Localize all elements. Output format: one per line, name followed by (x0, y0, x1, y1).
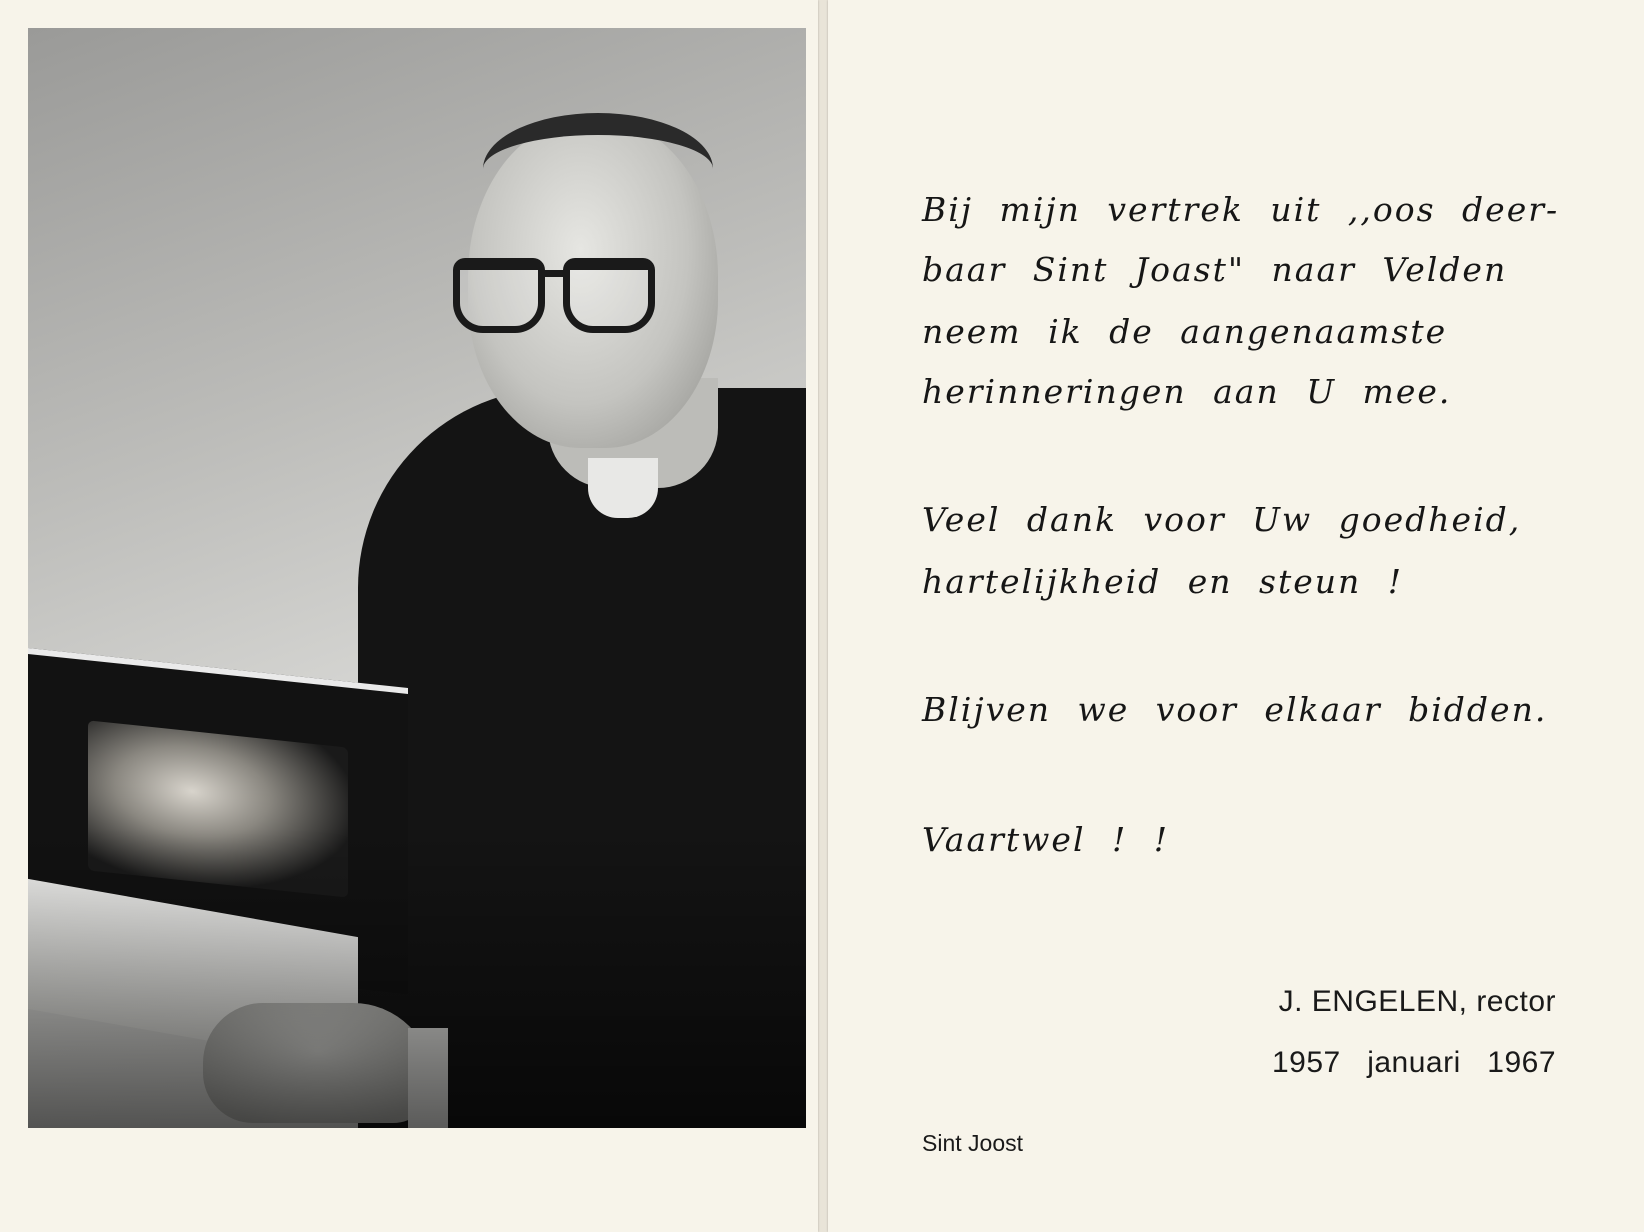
message-line: hartelijkheid en steun ! (922, 562, 1404, 601)
signature-dates: 1957 januari 1967 (1271, 1046, 1556, 1079)
message-line: Veel dank voor Uw goedheid, (922, 500, 1522, 539)
message-line: neem ik de aangenaamste (922, 312, 1448, 351)
clerical-collar (588, 458, 658, 518)
message-line: Vaartwel ! ! (922, 820, 1170, 859)
signature-name: J. ENGELEN, rector (1278, 985, 1556, 1018)
glasses-icon (453, 258, 653, 328)
message-line: Blijven we voor elkaar bidden. (922, 690, 1548, 729)
message-line: Bij mijn vertrek uit ,,oos deer- (922, 190, 1560, 229)
portrait-photo (28, 28, 806, 1128)
photo-shadow (28, 828, 806, 1128)
message-line: herinneringen aan U mee. (922, 372, 1452, 411)
message-line: baar Sint Joast" naar Velden (922, 250, 1508, 289)
hair-shape (483, 113, 713, 225)
photo-card (0, 0, 818, 1232)
place-name: Sint Joost (922, 1130, 1023, 1156)
